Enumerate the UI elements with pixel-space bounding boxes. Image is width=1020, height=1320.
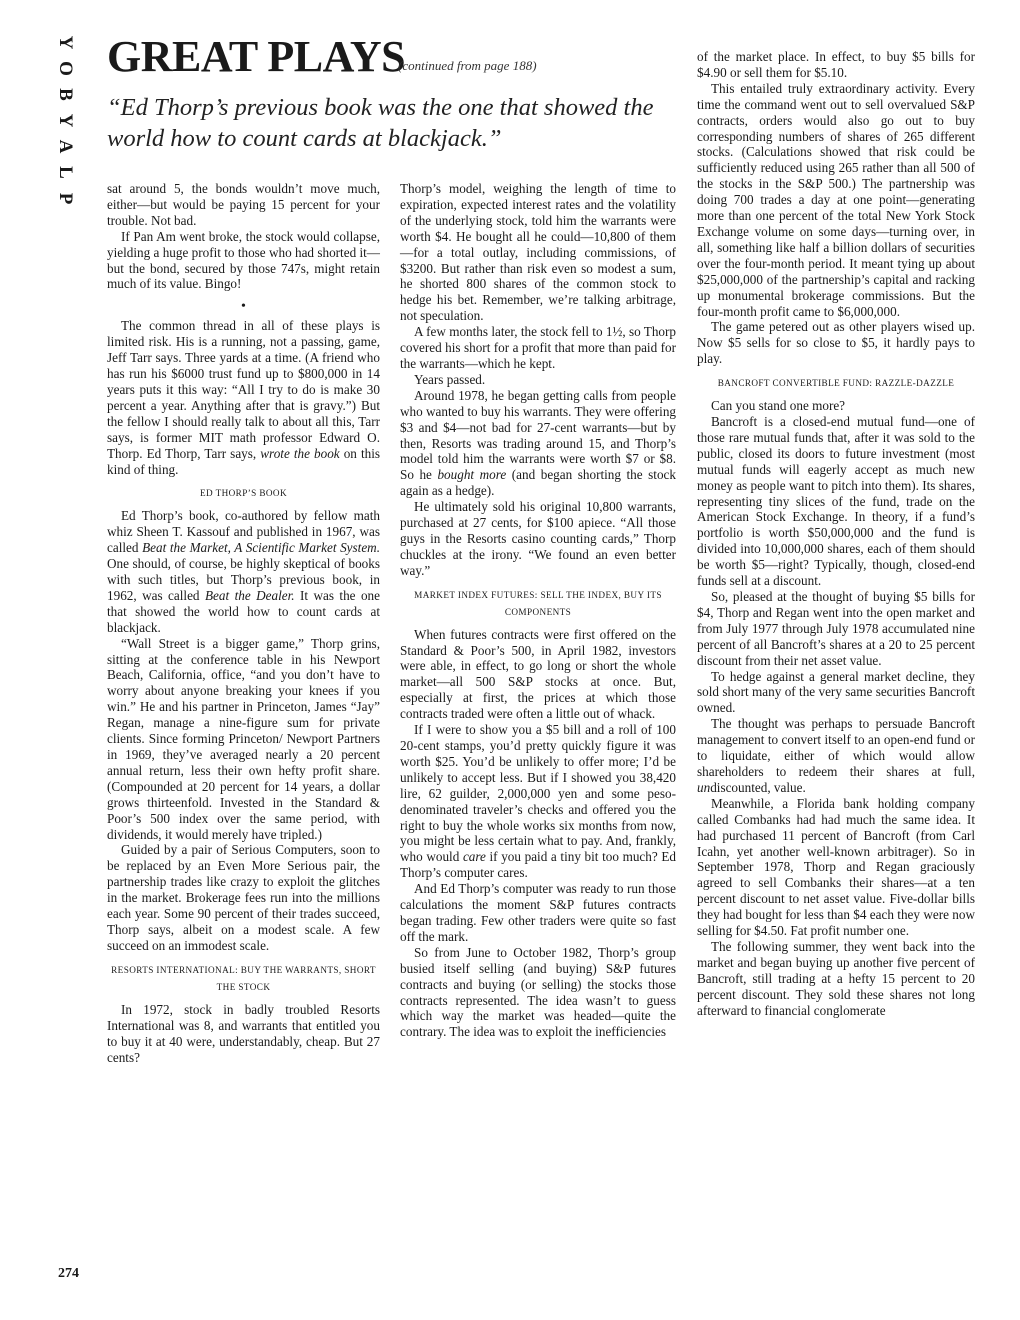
side-label-letter: P <box>55 192 76 206</box>
paragraph: The game petered out as other players wised up. Now $5 sells for so close to $5, it hardly pays to play. <box>697 319 975 367</box>
side-label-letter: O <box>55 61 76 77</box>
paragraph: sat around 5, the bonds wouldn’t move much, either—but would be paying 15 percent for your trouble. Not bad. <box>107 181 380 228</box>
paragraph: He ultimately sold his original 10,800 warrants, purchased at 27 cents, for $100 apiece. “All those guys in the Resorts casino counting cards,” Thorp chuckles at the irony. “We found an even better way.” <box>400 499 676 578</box>
paragraph: When futures contracts were first offered on the Standard & Poor’s 500, in April 1982, investors were able, in effect, to go long or short the whole market—all 500 S&P stocks at once. But, especially at first, the prices at which those contracts traded were often a little out of whack. <box>400 626 676 722</box>
side-label-letter: Y <box>55 35 76 51</box>
paragraph: The common thread in all of these plays is limited risk. His is a running, not a passing, game, Jeff Tarr says. Three yards at a time. (A friend who has run his $6000 trust fund up to $800,000 in 14 years puts it this way: “All I try to do is make 30 percent a year. Anything after that is gravy.”) But the fellow I should really talk to about all this, Tarr says, is former MIT math professor Edward O. Thorp. Ed Thorp, Tarr says, wrote the book on this kind of thing. <box>107 318 380 477</box>
paragraph: The thought was perhaps to persuade Bancroft management to convert itself to an open-end fund or to liquidate, either of which would allow shareholders to redeem their shares at full, undiscounted, value. <box>697 716 975 795</box>
paragraph: This entailed truly extraordinary activity. Every time the command went out to sell overvalued S&P contracts, orders would also go out to buy corresponding numbers of shares of 265 different stocks. (Calculations showed that risk could be sufficiently reduced using 265 rather than all 500 of the stocks in the S&P 500.) The partnership was doing 700 trades a day at one point—generating more than one percent of the total New York Stock Exchange volume on some days—turning over, in all, something like half a billion dollars of securities over the four-month period. It meant tying up about $25,000,000 of the partnership’s capital and racking up monumental brokerage commissions. But the four-month profit came to $6,000,000. <box>697 80 975 319</box>
continued-note: (continued from page 188) <box>398 58 537 73</box>
paragraph: So from June to October 1982, Thorp’s group busied itself selling (and buying) S&P futures contracts and buying (or selling) the stocks those contracts represented. The idea wasn’t to guess which way the market was headed—quite the contrary. The idea was to exploit the inefficiencies <box>400 944 676 1040</box>
pull-quote: “Ed Thorp’s previous book was the one that showed the world how to count cards at blackjack.” <box>107 94 654 152</box>
paragraph: Bancroft is a closed-end mutual fund—one of those rare mutual funds that, after it was sold to the public, closed its doors to future investment (most mutual funds will eagerly accept as much new money as people want to pitch into them). Its shares, representing tiny slices of the fund, trade on the American Stock Exchange. In theory, if a fund’s portfolio is worth $50,000,000 and the fund is divided into 10,000,000 shares, each of them should be worth $5—right? Typically, though, closed-end funds sell at a discount. <box>697 414 975 589</box>
paragraph: “Wall Street is a bigger game,” Thorp grins, sitting at the conference table in his Newport Beach, California, office, “and you don’t have to worry about anyone breaking your knees if you win.” He and his partner in Princeton, James “Jay” Regan, manage a nine-figure sum for private clients. Since forming Princeton/ Newport Partners in 1969, they’ve averaged nearly a 20 percent annual return, less their own hefty profit share. (Compounded at 20 percent for 14 years, a dollar grows thirteenfold. Invested in the Standard & Poor’s 500 index over the same period, with dividends, it would merely have tripled.) <box>107 635 380 842</box>
paragraph: Thorp’s model, weighing the length of time to expiration, expected interest rates and the volatility of the underlying stock, told him the warrants were worth $4. He bought all he could—10,800 of them—for a total outlay, including commissions, of $3200. But rather than risk even so modest a sum, he shorted 800 shares of the common stock to hedge his bet. Remember, we’re talking arbitrage, not speculation. <box>400 181 676 324</box>
headline: GREAT PLAYS <box>107 32 406 81</box>
paragraph: of the market place. In effect, to buy $5 bills for $4.90 or sell them for $5.10. <box>697 49 975 80</box>
paragraph: Can you stand one more? <box>711 398 846 414</box>
side-label-letter: Y <box>55 113 76 129</box>
paragraph: If I were to show you a $5 bill and a roll of 100 20-cent stamps, you’d pretty quickly figure it was worth $25. You’d be unlikely to offer more; I’d be unlikely to accept less. But if I showed you 38,420 lire, 62 guilder, 2,000,000 yen and some peso-denominated traveler’s checks and offered you the right to buy the whole works six months from now, you might be less certain what to pay. And, frankly, who would care if you paid a tiny bit too much? Ed Thorp’s computer cares. <box>400 722 676 881</box>
paragraph: To hedge against a general market decline, they sold short many of the very same securities Bancroft owned. <box>697 668 975 716</box>
page-number: 274 <box>58 1266 79 1281</box>
paragraph: And Ed Thorp’s computer was ready to run those calculations the moment S&P futures contracts began trading. Few other traders were quite so fast off the mark. <box>400 881 676 944</box>
section-bullet: • <box>241 299 246 315</box>
magazine-side-label <box>52 30 76 212</box>
column-1 <box>107 181 380 1065</box>
paragraph: If Pan Am went broke, the stock would collapse, yielding a huge profit to those who had shorted it—but the bond, secured by those 747s, might retain much of its value. Bingo! <box>107 228 380 292</box>
paragraph: Ed Thorp’s book, co-authored by fellow math whiz Sheen T. Kassouf and published in 1967, was called Beat the Market, A Scientific Market System. One should, of course, be highly skeptical of books with such titles, but Thorp’s previous book, in 1962, was called Beat the Dealer. It was the one that showed the world how to count cards at blackjack. <box>107 508 381 635</box>
section-heading: ED THORP’S BOOK <box>200 488 287 499</box>
side-label-letter: L <box>55 166 76 180</box>
side-label-letter: B <box>55 88 76 102</box>
paragraph: Years passed. <box>414 371 486 387</box>
paragraph: The following summer, they went back into the market and began buying up another five percent of Bancroft, still trading at a hefty 15 percent to 20 percent discount. They sold these shares not long afterward to financial conglomerate <box>697 938 975 1018</box>
section-heading: MARKET INDEX FUTURES: SELL THE INDEX, BUY ITS COMPONENTS <box>414 589 662 617</box>
paragraph: Around 1978, he began getting calls from people who wanted to buy his warrants. They were offering $3 and $4—not bad for 27-cent warrants—but by then, Resorts was trading around 15, and Thorp’s model told him the warrants were worth $7 or $8. So he bought more (and began shorting the stock again as a hedge). <box>400 387 677 499</box>
section-heading: RESORTS INTERNATIONAL: BUY THE WARRANTS, SHORT THE STOCK <box>111 964 376 992</box>
side-label-letter: A <box>55 139 76 155</box>
paragraph: So, pleased at the thought of buying $5 bills for $4, Thorp and Regan went into the open market and from July 1977 through July 1978 accumulated nine percent of all Bancroft’s shares at a 20 to 25 percent discount from their net asset value. <box>697 589 975 668</box>
paragraph: Meanwhile, a Florida bank holding company called Combanks had had much the same idea. It had purchased 11 percent of Bancroft (from Carl Icahn, yet another well-known arbitrager). So in September 1978, Thorp and Regan graciously agreed to sell Combanks their shares—at a ten percent discount to net asset value. Five-dollar bills they had bought for less than $4 each they were now selling for $4.50. Fat profit number one. <box>697 795 975 939</box>
paragraph: Guided by a pair of Serious Computers, soon to be replaced by an Even More Serious pair, the partnership trades like crazy to exploit the glitches in the market. Brokerage fees run into the millions each year. Some 90 percent of their trades succeed, Thorp says, albeit on a modest scale. A few succeed on an immodest scale. <box>107 842 380 953</box>
paragraph: A few months later, the stock fell to 1½, so Thorp covered his short for a profit that more than paid for the warrants—which he kept. <box>400 324 676 371</box>
paragraph: In 1972, stock in badly troubled Resorts International was 8, and warrants that entitled you to buy it at 40 were, understandably, cheap. But 27 cents? <box>107 1001 380 1065</box>
column-2 <box>400 181 676 1040</box>
column-3 <box>697 49 975 1018</box>
section-heading: BANCROFT CONVERTIBLE FUND: RAZZLE-DAZZLE <box>717 378 955 389</box>
